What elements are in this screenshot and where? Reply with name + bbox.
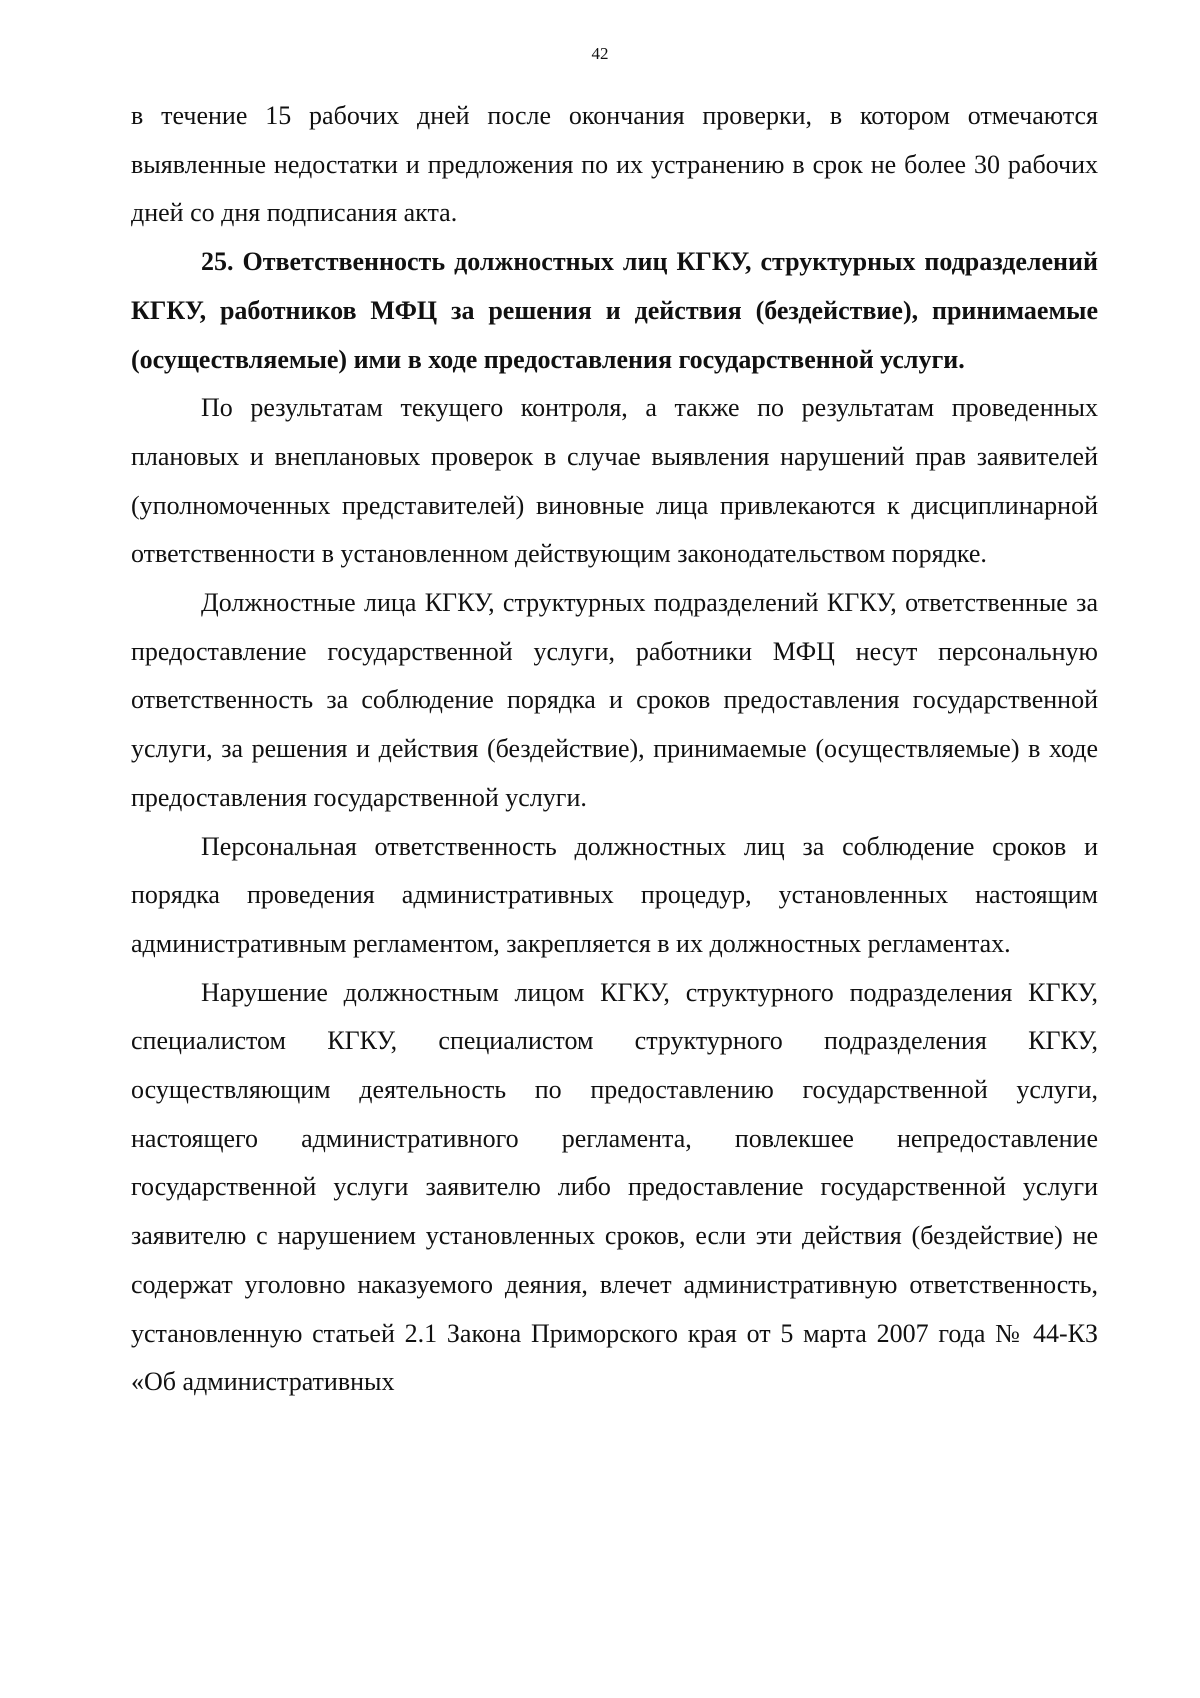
paragraph-violation: Нарушение должностным лицом КГКУ, структурного подразделения КГКУ, специалистом КГКУ, специалистом структурного подразделения КГКУ, осуществляющим деятельность по предоставлению государственной услуги, настоящего административного регламента, повлекшее непредоставление государственной услуги заявителю либо предоставление государственной услуги заявителю с нарушением установленных сроков, если эти действия (бездействие) не содержат уголовно наказуемого деяния, влечет административную ответственность, установленную статьей 2.1 Закона Приморского края от 5 марта 2007 года № 44-КЗ «Об административных — [131, 977, 1098, 1397]
page-number: 42 — [591, 44, 609, 63]
document-body — [131, 92, 1098, 1407]
paragraph-continuation: в течение 15 рабочих дней после окончания проверки, в котором отмечаются выявленные недостатки и предложения по их устранению в срок не более 30 рабочих дней со дня подписания акта. — [131, 101, 1098, 228]
section-heading: 25. Ответственность должностных лиц КГКУ, структурных подразделений КГКУ, работников МФЦ за решения и действия (бездействие), принимаемые (осуществляемые) ими в ходе предоставления государственной услуги. — [131, 247, 1098, 374]
paragraph-job-regulations: Персональная ответственность должностных лиц за соблюдение сроков и порядка проведения административных процедур, установленных настоящим административным регламентом, закрепляется в их должностных регламентах. — [131, 831, 1098, 958]
paragraph-current-control: По результатам текущего контроля, а также по результатам проведенных плановых и внеплановых проверок в случае выявления нарушений прав заявителей (уполномоченных представителей) виновные лица привлекаются к дисциплинарной ответственности в установленном действующим законодательством порядке. — [131, 393, 1098, 569]
paragraph-personal-responsibility: Должностные лица КГКУ, структурных подразделений КГКУ, ответственные за предоставление государственной услуги, работники МФЦ несут персональную ответственность за соблюдение порядка и сроков предоставления государственной услуги, за решения и действия (бездействие), принимаемые (осуществляемые) в ходе предоставления государственной услуги. — [131, 588, 1098, 812]
